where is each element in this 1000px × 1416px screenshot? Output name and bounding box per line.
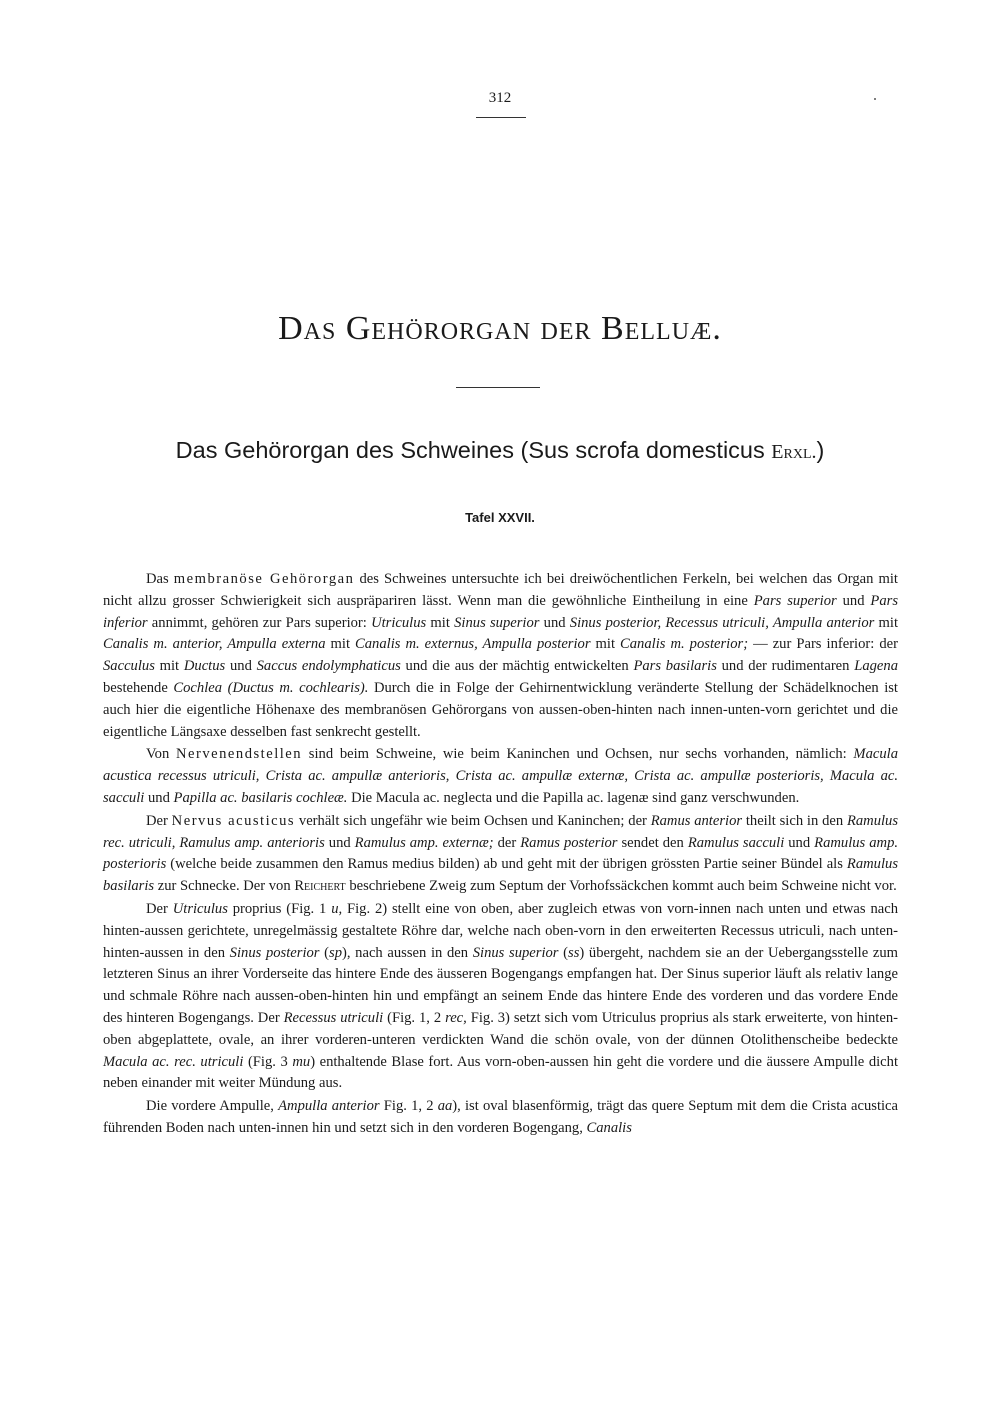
text-run: Utriculus xyxy=(172,900,228,917)
text-run: mit xyxy=(590,636,621,653)
text-run: Fig. 2) stellt eine von oben, aber zugleich etwas von vorn-innen nach unten und etwas nach hinten-aussen gerichtete, unregelmässig gestaltete Röhre dar, welche nach oben-vorn in den erweiterten Recessus utriculi, nach unten-hinten-aussen in den xyxy=(103,900,898,961)
text-run: rec, xyxy=(445,1009,467,1026)
text-run: und die aus der mächtig entwickelten xyxy=(400,658,634,675)
text-run: bestehende xyxy=(103,679,174,696)
text-run: Saccus endolymphaticus xyxy=(256,658,401,675)
text-run: Ramulus amp. posterioris xyxy=(103,834,899,873)
text-run: ), ist oval blasenförmig, trägt das quere Septum mit dem die Crista acustica führenden Boden nach unten-innen hin und setzt sich in den vorderen Bogengang, xyxy=(103,1098,899,1136)
text-run: Macula ac. rec. utriculi xyxy=(103,1053,244,1070)
text-run: ) enthaltende Blase fort. Aus vorn-oben-aussen hin geht die vordere und die äussere Ampulle dicht neben einander mit weiter Mündung aus. xyxy=(103,1053,898,1092)
text-run: sp xyxy=(329,944,342,961)
text-run: und der rudimentaren xyxy=(716,658,855,675)
paragraph-1 xyxy=(103,569,898,743)
page-number: 312 xyxy=(488,90,512,106)
subtitle xyxy=(0,437,1000,464)
text-run: Das xyxy=(146,571,174,587)
text-run: Canalis m. anterior, Ampulla externa xyxy=(103,636,326,653)
text-run: Von xyxy=(146,746,176,763)
text-run: ), nach aussen in den xyxy=(342,944,473,961)
text-run: Ramus anterior xyxy=(650,812,743,829)
text-run: Ramulus rec. utriculi, Ramulus amp. anterioris xyxy=(103,812,899,851)
text-run: Lagena xyxy=(854,658,898,675)
text-run: Utriculus xyxy=(371,614,427,631)
text-run: — zur Pars inferior: der xyxy=(748,636,898,653)
body-text xyxy=(103,569,898,1141)
page-number-rule xyxy=(476,117,526,118)
text-run: Die vordere Ampulle, xyxy=(146,1098,279,1115)
text-run: proprius (Fig. 1 xyxy=(227,900,332,917)
text-run: sendet den xyxy=(617,834,688,851)
text-run: und xyxy=(324,834,355,851)
text-run: ( xyxy=(558,944,569,961)
text-run: Fig. 1, 2 xyxy=(379,1098,438,1115)
subtitle-text: Das Gehörorgan des Schweines (Sus scrofa domesticus xyxy=(175,437,765,463)
text-run: Canalis xyxy=(586,1119,632,1136)
text-run: verhält sich ungefähr wie beim Ochsen und Kaninchen; der xyxy=(295,812,651,829)
text-run: mu xyxy=(292,1053,311,1070)
text-run: Macula acustica recessus utriculi, Crista ac. ampullæ anterioris, Crista ac. ampullæ externæ, Crista ac. ampullæ posterioris, Macula ac. sacculi xyxy=(103,746,898,806)
text-run: ( xyxy=(319,944,330,961)
text-run: Ramus posterior xyxy=(520,834,618,851)
text-run: annimmt, gehören zur Pars superior: xyxy=(147,614,372,631)
text-run: (welche beide zusammen den Ramus medius bilden) ab und geht mit der übrigen grössten Partie seiner Bündel als xyxy=(166,856,847,873)
text-run: Reichert xyxy=(294,878,346,895)
text-run: Nervenendstellen xyxy=(175,746,303,763)
title-rule xyxy=(456,387,540,388)
text-run: (Fig. 3 xyxy=(243,1053,293,1070)
stray-mark xyxy=(874,98,876,100)
text-run: beschriebene Zweig zum Septum der Vorhofssäckchen kommt auch beim Schweine nicht vor. xyxy=(345,878,897,895)
text-run: Sinus posterior xyxy=(229,944,320,961)
text-run: Recessus utriculi xyxy=(283,1009,384,1026)
paragraph-4 xyxy=(103,899,898,1095)
text-run: Ampulla anterior xyxy=(278,1098,380,1115)
text-run: mit xyxy=(325,636,356,653)
subtitle-author: Erxl. xyxy=(771,441,817,463)
text-run: Der xyxy=(146,812,172,829)
text-run: aa xyxy=(437,1098,453,1115)
text-run: sind beim Schweine, wie beim Kaninchen und Ochsen, nur sechs vorhanden, nämlich: xyxy=(302,746,854,763)
text-run: (Fig. 1, 2 xyxy=(383,1009,446,1026)
text-run: mit xyxy=(426,614,455,631)
text-run: Nervus acusticus xyxy=(171,812,296,829)
text-run: Canalis m. posterior; xyxy=(620,636,749,653)
text-run: Sacculus xyxy=(103,658,155,675)
text-run: des Schweines untersuchte ich bei dreiwöchentlichen Ferkeln, bei welchen das Organ mit nicht allzu grosser Schwierigkeit sich auspräpariren lässt. Wenn man die gewöhnliche Eintheilung in eine xyxy=(103,571,898,609)
text-run: Ramulus basilaris xyxy=(103,856,898,895)
text-run: und xyxy=(836,592,871,609)
main-title: Das Gehörorgan der Belluæ. xyxy=(278,310,722,347)
text-run: Ductus xyxy=(183,658,226,675)
text-run: der xyxy=(493,834,521,851)
text-run: Ramulus amp. externæ; xyxy=(354,834,494,851)
text-run: und xyxy=(144,789,174,806)
text-run: Die Macula ac. neglecta und die Papilla ac. lagenæ sind ganz verschwunden. xyxy=(347,789,800,806)
text-run: und xyxy=(225,658,257,675)
text-run: Pars inferior xyxy=(103,592,898,631)
subtitle-close: ) xyxy=(816,437,825,463)
text-run: u, xyxy=(331,900,343,917)
text-run: Canalis m. externus, Ampulla posterior xyxy=(355,636,591,653)
text-run: mit xyxy=(154,658,184,675)
text-run: Cochlea (Ductus m. cochlearis). xyxy=(173,679,369,696)
text-run: Sinus posterior, Recessus utriculi, Ampulla anterior xyxy=(569,614,875,631)
text-run: Der xyxy=(146,900,173,917)
text-run: ) übergeht, nachdem sie an der Uebergangsstelle zum letzteren Sinus an ihrer Vorderseite das hintere Ende des äusseren Bogengangs empfangen hat. Der Sinus superior läuft als relativ lange und schmale Röhre nach aussen-oben-hinten hin und empfängt an seinem Ende das hintere Ende des vorderen und das vordere Ende des hinteren Bogengangs. Der xyxy=(103,944,898,1026)
text-run: und xyxy=(539,614,570,631)
text-run: Sinus superior xyxy=(472,944,559,961)
text-run: Sinus superior xyxy=(454,614,540,631)
text-run: Fig. 3) setzt sich vom Utriculus proprius als stark erweiterte, von hinten-oben abgeplattete, ovale, an ihrer vorderen-unteren verdickten Wand die schön ovale, von der dünnen Otolithenscheibe bedeckte xyxy=(103,1009,898,1048)
text-run: mit xyxy=(874,614,899,631)
text-run: membranöse Gehörorgan xyxy=(173,571,355,587)
text-run: zur Schnecke. Der von xyxy=(154,878,295,895)
paragraph-3 xyxy=(103,811,898,898)
text-run: theilt sich in den xyxy=(742,812,847,829)
text-run: Pars superior xyxy=(753,592,837,609)
text-run: und xyxy=(784,834,815,851)
text-run: ss xyxy=(568,944,580,961)
text-run: Papilla ac. basilaris cochleæ. xyxy=(173,789,348,806)
text-run: Durch die in Folge der Gehirnentwicklung veränderte Stellung der Schädelknochen ist auch hier die eigentliche Höhenaxe des membranösen Gehörorgans von aussen-oben-hinten nach innen-unten-vorn gerichtet und die eigentliche Längsaxe desselben fast senkrecht gestellt. xyxy=(103,679,898,740)
paragraph-5 xyxy=(103,1096,898,1140)
text-run: Ramulus sacculi xyxy=(687,834,785,851)
plate-reference: Tafel XXVII. xyxy=(465,510,535,525)
paragraph-2 xyxy=(103,744,898,809)
text-run: Pars basilaris xyxy=(633,658,717,675)
